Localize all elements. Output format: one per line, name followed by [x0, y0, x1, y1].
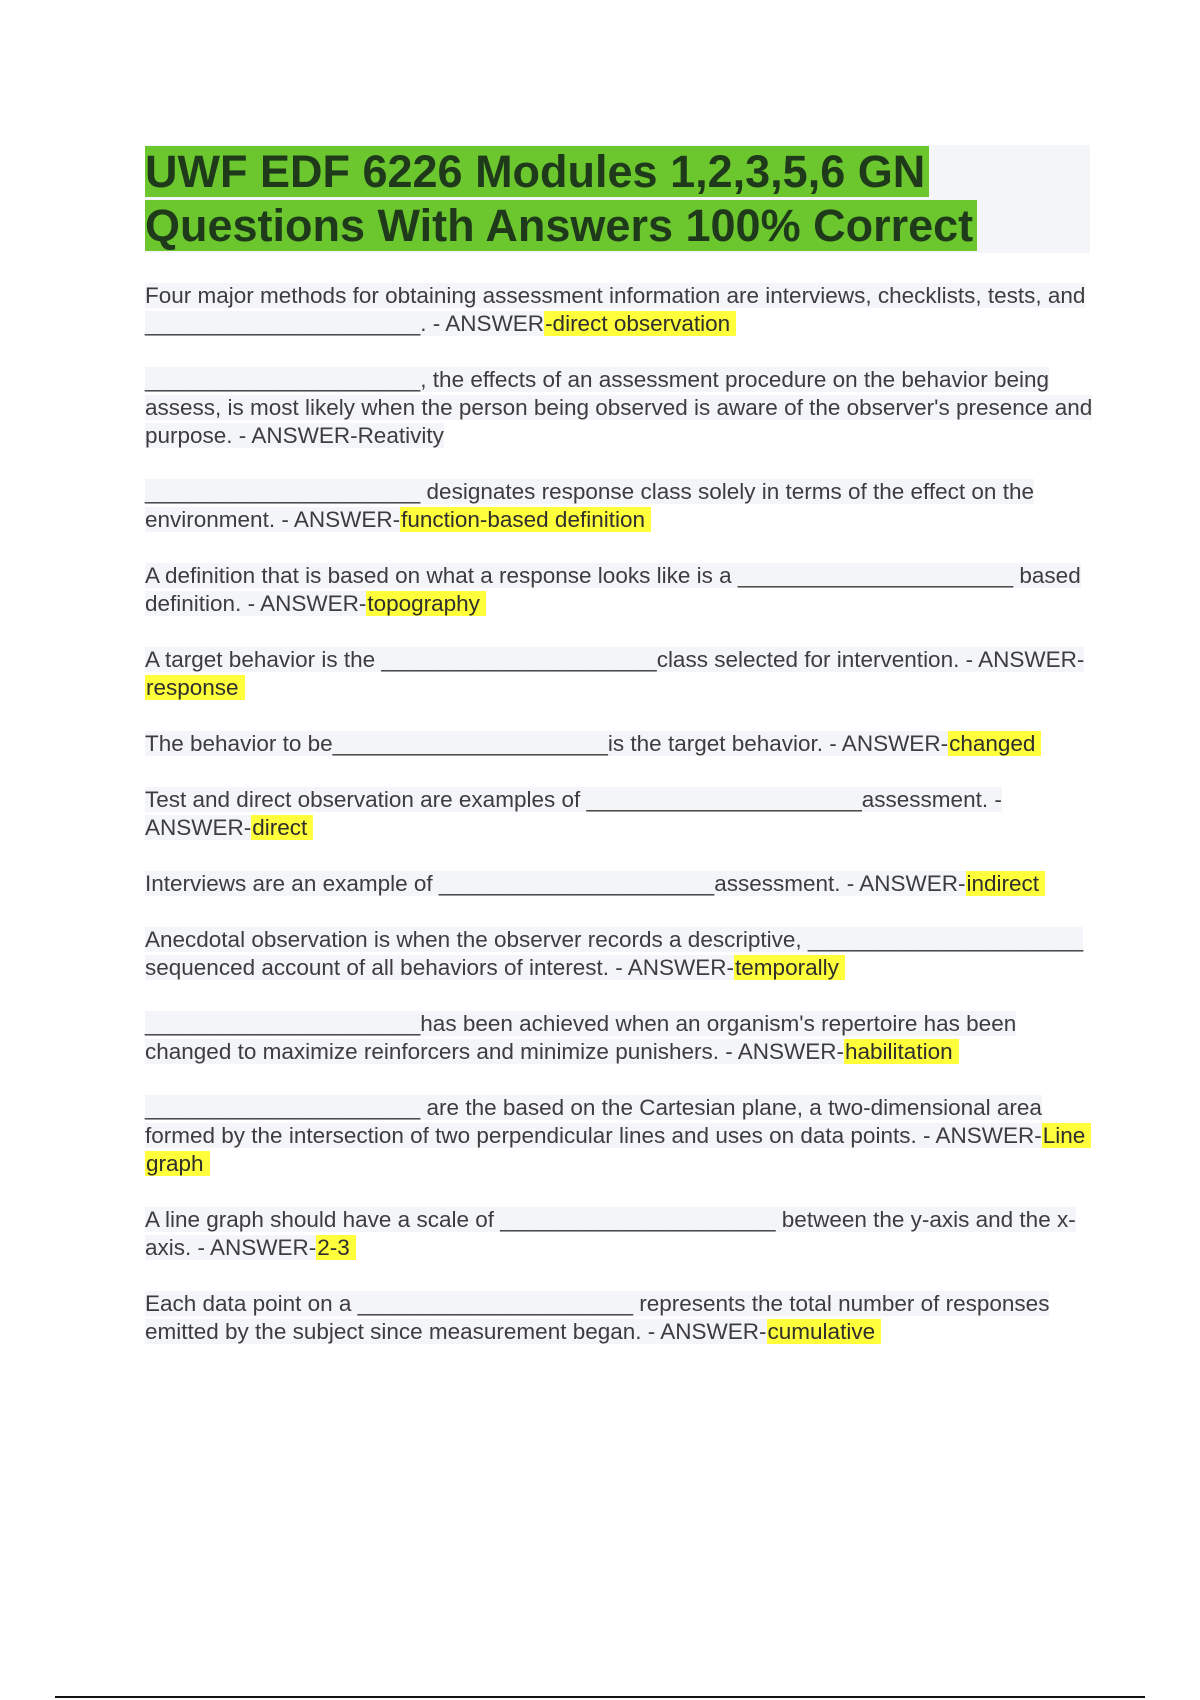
qa-item [145, 926, 1095, 982]
qa-item [145, 478, 1095, 534]
answer-highlight: 2-3 [316, 1235, 356, 1260]
question-text: Test and direct observation are examples of ______________________assessment. - ANSWER- [145, 787, 1002, 840]
qa-item [145, 1094, 1095, 1178]
question-text: ______________________ designates response class solely in terms of the effect on the environment. - ANSWER- [145, 479, 1034, 532]
question-text: A definition that is based on what a response looks like is a ______________________ based definition. - ANSWER- [145, 563, 1081, 616]
question-text: A line graph should have a scale of ______________________ between the y-axis and the x-axis. - ANSWER- [145, 1207, 1076, 1260]
answer-highlight: changed [948, 731, 1041, 756]
qa-item [145, 282, 1095, 338]
answer-highlight: function-based definition [400, 507, 651, 532]
question-text: ______________________has been achieved when an organism's repertoire has been changed to maximize reinforcers and minimize punishers. - ANSWER- [145, 1011, 1017, 1064]
question-text: Four major methods for obtaining assessment information are interviews, checklists, tests, and ______________________. - ANSWER [145, 283, 1086, 336]
answer-highlight: Line graph [145, 1123, 1091, 1176]
qa-item [145, 646, 1095, 702]
qa-item [145, 730, 1095, 758]
question-text: Anecdotal observation is when the observer records a descriptive, ______________________ sequenced account of all behaviors of interest. - ANSWER- [145, 927, 1084, 980]
qa-list [145, 282, 1095, 1374]
answer-highlight: temporally [734, 955, 845, 980]
answer-highlight: direct [251, 815, 313, 840]
title-line-1: UWF EDF 6226 Modules 1,2,3,5,6 GN [145, 146, 929, 197]
question-text: ______________________, the effects of an assessment procedure on the behavior being assess, is most likely when the person being observed is aware of the observer's presence and purpose. - ANSWER-Reativity [145, 367, 1093, 448]
qa-item [145, 1290, 1095, 1346]
qa-item [145, 366, 1095, 450]
question-text: The behavior to be______________________is the target behavior. - ANSWER- [145, 731, 949, 756]
qa-item [145, 562, 1095, 618]
qa-item [145, 786, 1095, 842]
title-block [145, 145, 1090, 253]
qa-item [145, 870, 1095, 898]
answer-highlight: habilitation [844, 1039, 959, 1064]
title-line-2: Questions With Answers 100% Correct [145, 200, 977, 251]
answer-highlight: indirect [966, 871, 1046, 896]
answer-highlight: cumulative [767, 1319, 882, 1344]
qa-item [145, 1206, 1095, 1262]
question-text: ______________________ are the based on the Cartesian plane, a two-dimensional area formed by the intersection of two perpendicular lines and uses on data points. - ANSWER- [145, 1095, 1042, 1148]
question-text: A target behavior is the ______________________class selected for intervention. - ANSWER- [145, 647, 1085, 672]
answer-highlight: topography [366, 591, 486, 616]
qa-item [145, 1010, 1095, 1066]
page-title [145, 145, 1090, 253]
question-text: Interviews are an example of ______________________assessment. - ANSWER- [145, 871, 966, 896]
answer-highlight: response [145, 675, 245, 700]
answer-highlight: -direct observation [544, 311, 736, 336]
question-text: Each data point on a ______________________ represents the total number of responses emitted by the subject since measurement began. - ANSWER- [145, 1291, 1050, 1344]
page-bottom-rule [55, 1696, 1145, 1698]
